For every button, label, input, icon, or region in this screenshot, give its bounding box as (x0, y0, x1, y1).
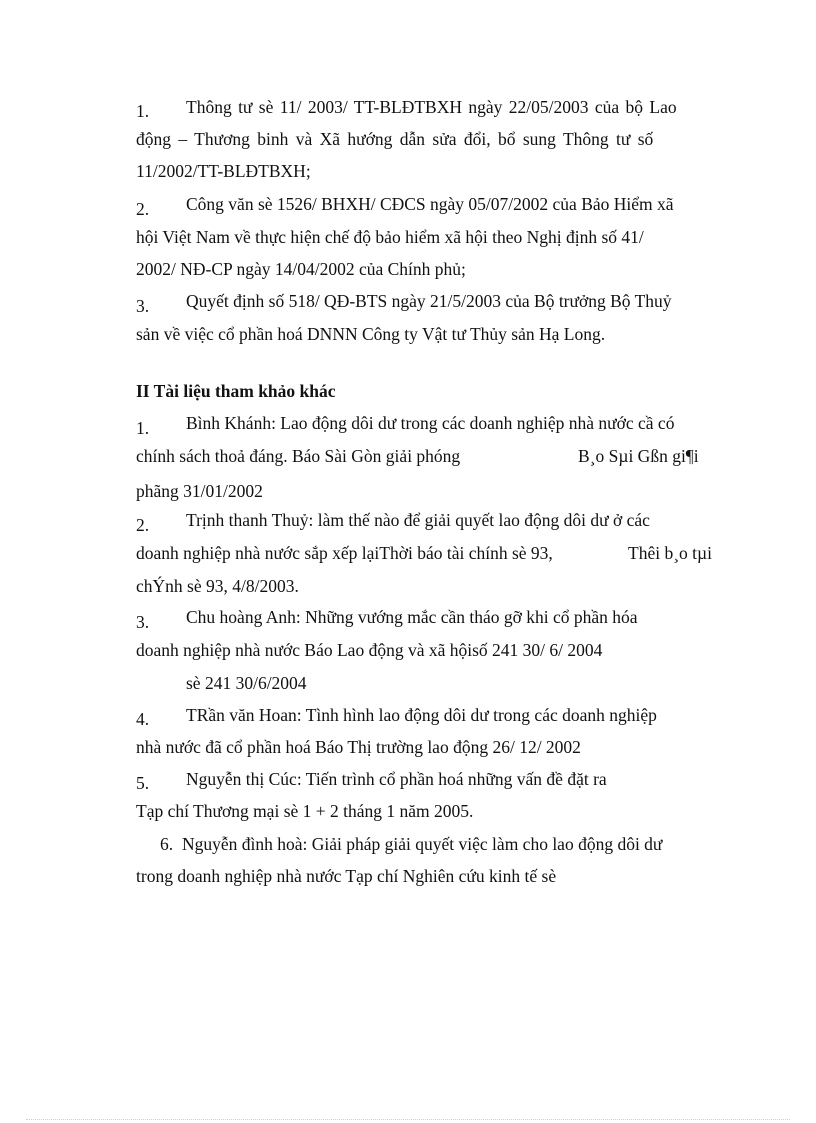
item-line: Bình Khánh: Lao động dôi dư trong các doanh nghiệp nhà nước cầ có (186, 413, 675, 433)
item-line: sản về việc cổ phần hoá DNNN Công ty Vật tư Thủy sản Hạ Long. (136, 324, 606, 344)
item-line: Thông tư sè 11/ 2003/ TT-BLĐTBXH ngày 22/05/2003 của bộ Lao (186, 97, 677, 117)
item-line: động – Thương binh và Xã hướng dẫn sửa đổi, bổ sung Thông tư số (136, 129, 654, 149)
item-line: Chu hoàng Anh: Những vướng mắc cần tháo gỡ khi cổ phần hóa (186, 607, 638, 627)
item-line: Nguyễn đình hoà: Giải pháp giải quyết việc làm cho lao động dôi dư (182, 834, 663, 854)
item-line: doanh nghiệp nhà nước sắp xếp lạiThời báo tài chính sè 93, (136, 543, 553, 563)
item-number: 4. (136, 709, 150, 729)
item-line: Tạp chí Thương mại sè 1 + 2 tháng 1 năm 2005. (136, 801, 474, 821)
item-line: chÝnh sè 93, 4/8/2003. (136, 576, 299, 596)
section-heading: II Tài liệu tham khảo khác (136, 381, 336, 401)
page-footer-rule (26, 1119, 790, 1120)
item-line: Trịnh thanh Thuỷ: làm thế nào để giải quyết lao động dôi dư ở các (186, 510, 650, 530)
item-line: Công văn sè 1526/ BHXH/ CĐCS ngày 05/07/2002 của Bảo Hiểm xã (186, 194, 674, 214)
item-number: 1. (136, 101, 150, 121)
item-line: trong doanh nghiệp nhà nước Tạp chí Nghiên cứu kinh tế sè (136, 866, 557, 886)
item-line: hội Việt Nam về thực hiện chế độ bảo hiểm xã hội theo Nghị định số 41/ (136, 227, 644, 247)
item-line: TRần văn Hoan: Tình hình lao động dôi dư trong các doanh nghiệp (186, 705, 657, 725)
item-line: nhà nước đã cổ phần hoá Báo Thị trường lao động 26/ 12/ 2002 (136, 737, 581, 757)
item-line: Nguyễn thị Cúc: Tiến trình cổ phần hoá những vấn đề đặt ra (186, 769, 607, 789)
item-line: B¸o Sµi Gßn gi¶i (578, 446, 699, 466)
item-line: 2002/ NĐ-CP ngày 14/04/2002 của Chính phủ; (136, 259, 466, 279)
item-number: 3. (136, 612, 150, 632)
item-line: Thêi b¸o tµi (628, 543, 712, 563)
item-number: 1. (136, 418, 150, 438)
item-number: 3. (136, 296, 150, 316)
item-number: 2. (136, 515, 150, 535)
item-line: phãng 31/01/2002 (136, 481, 263, 501)
item-line: Quyết định số 518/ QĐ-BTS ngày 21/5/2003 của Bộ trưởng Bộ Thuỷ (186, 291, 672, 311)
item-line: 11/2002/TT-BLĐTBXH; (136, 161, 311, 181)
item-number: 6. (160, 834, 174, 854)
item-line: sè 241 30/6/2004 (186, 673, 307, 693)
item-line: chính sách thoả đáng. Báo Sài Gòn giải phóng (136, 446, 461, 466)
item-number: 2. (136, 199, 150, 219)
item-number: 5. (136, 773, 150, 793)
item-line: doanh nghiệp nhà nước Báo Lao động và xã hộisố 241 30/ 6/ 2004 (136, 640, 603, 660)
